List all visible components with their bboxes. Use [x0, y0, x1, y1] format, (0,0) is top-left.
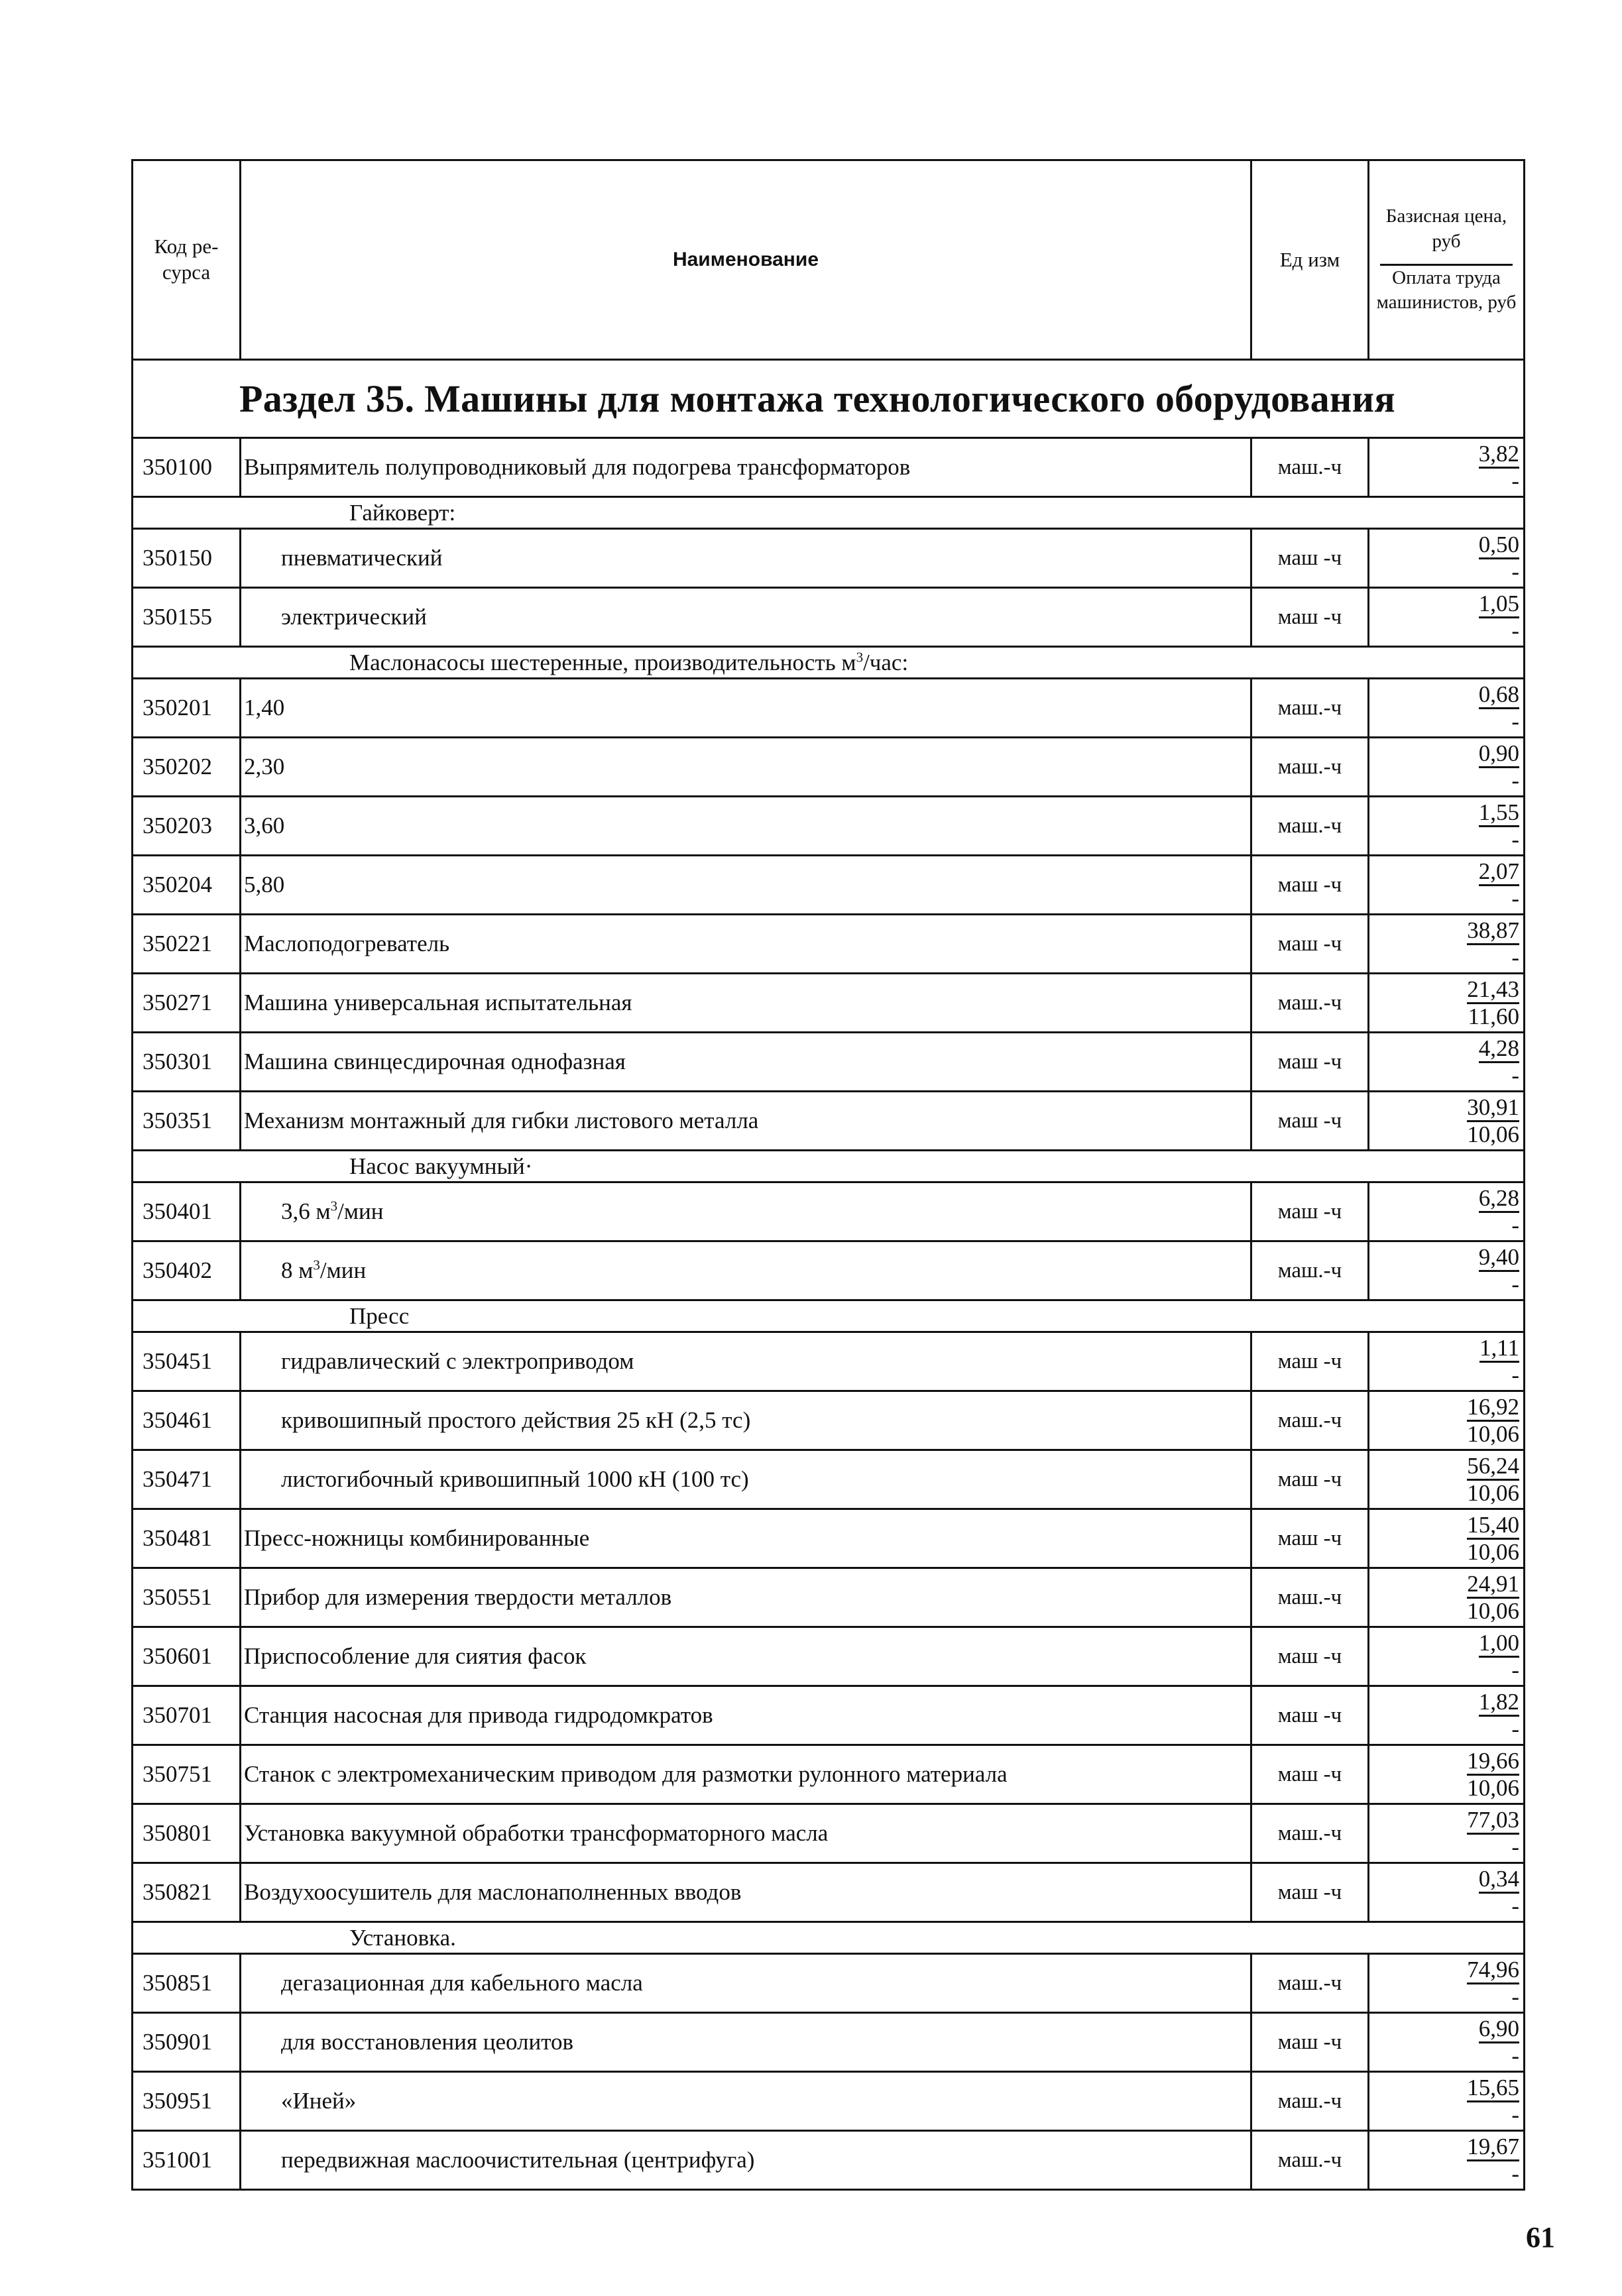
unit-of-measure: маш -ч: [1251, 915, 1369, 974]
table-row: [133, 1391, 1525, 1450]
resource-name-text: для восстановления цеолитов: [281, 2029, 574, 2055]
base-price: 56,24: [1467, 1454, 1519, 1481]
resource-code: 350271: [133, 974, 241, 1033]
group-label-text: Установка.: [349, 1924, 456, 1951]
labor-cost: -: [1511, 1212, 1519, 1238]
header-code: Код ре-сурса: [133, 160, 241, 360]
group-label-sup: 3: [856, 648, 864, 665]
base-price: 19,67: [1467, 2134, 1519, 2161]
price-cell: [1369, 1627, 1525, 1686]
resource-name: [241, 438, 1251, 497]
resource-name-text: 3,60: [244, 813, 285, 838]
resource-name: [241, 529, 1251, 588]
price-cell: [1369, 915, 1525, 974]
labor-cost: -: [1511, 2101, 1519, 2128]
unit-of-measure: маш.-ч: [1251, 1391, 1369, 1450]
resource-code: 350851: [133, 1954, 241, 2013]
table-row: [133, 438, 1525, 497]
resource-name: [241, 1092, 1251, 1151]
table-row: [133, 1450, 1525, 1509]
resource-code: 350551: [133, 1568, 241, 1627]
base-price: 24,91: [1467, 1572, 1519, 1599]
labor-cost: -: [1511, 617, 1519, 644]
resource-name: [241, 1332, 1251, 1391]
labor-cost: -: [1511, 1892, 1519, 1919]
resource-name-text: «Иней»: [281, 2088, 357, 2114]
base-price: 15,40: [1467, 1513, 1519, 1540]
header-name: Наименование: [241, 160, 1251, 360]
price-cell: [1369, 1241, 1525, 1300]
resource-name: [241, 2013, 1251, 2072]
group-label: [241, 497, 1525, 529]
group-label-text: Маслонасосы шестеренные, производительность м: [349, 649, 856, 675]
price-table-sheet: [131, 159, 1523, 2191]
resource-name: [241, 1182, 1251, 1241]
resource-code: 350201: [133, 679, 241, 738]
group-header-row: [133, 1922, 1525, 1954]
unit-of-measure: маш.-ч: [1251, 974, 1369, 1033]
resource-name-text: гидравлический с электроприводом: [281, 1348, 634, 1374]
labor-cost: 10,06: [1467, 1597, 1519, 1624]
header-price-labor: Оплата труда машинистов, руб: [1376, 266, 1517, 314]
table-row: [133, 1332, 1525, 1391]
resource-code: 350203: [133, 797, 241, 856]
table-row: [133, 1745, 1525, 1804]
resource-name-suffix: /мин: [319, 1257, 367, 1283]
price-cell: [1369, 738, 1525, 797]
table-row: [133, 1804, 1525, 1863]
resource-code: 350351: [133, 1092, 241, 1151]
resource-name-text: 8 м: [281, 1257, 314, 1283]
labor-cost: -: [1511, 558, 1519, 585]
resource-name-text: 1,40: [244, 695, 285, 720]
resource-name: [241, 1033, 1251, 1092]
group-label: [241, 647, 1525, 679]
group-label: [241, 1922, 1525, 1954]
resource-code: 350481: [133, 1509, 241, 1568]
table-row: [133, 679, 1525, 738]
resource-name: [241, 1686, 1251, 1745]
unit-of-measure: маш -ч: [1251, 1450, 1369, 1509]
price-cell: [1369, 856, 1525, 915]
table-row: [133, 1568, 1525, 1627]
resource-name: [241, 915, 1251, 974]
resource-name-text: Станок с электромеханическим приводом для размотки рулонного материала: [244, 1761, 1008, 1787]
resource-code: 350204: [133, 856, 241, 915]
resource-name-text: Машина универсальная испытательная: [244, 990, 632, 1015]
resource-code: 350901: [133, 2013, 241, 2072]
table-row: [133, 915, 1525, 974]
resource-name-text: дегазационная для кабельного масла: [281, 1970, 643, 1996]
group-header-row: [133, 1300, 1525, 1332]
base-price: 16,92: [1467, 1395, 1519, 1422]
resource-code: 350461: [133, 1391, 241, 1450]
labor-cost: -: [1511, 467, 1519, 494]
table-row: [133, 588, 1525, 647]
group-code-cell: [133, 1300, 241, 1332]
unit-of-measure: маш -ч: [1251, 1863, 1369, 1922]
table-row: [133, 1954, 1525, 2013]
labor-cost: 10,06: [1467, 1774, 1519, 1801]
base-price: 74,96: [1467, 1957, 1519, 1984]
table-row: [133, 797, 1525, 856]
unit-of-measure: маш.-ч: [1251, 2131, 1369, 2190]
price-cell: [1369, 1686, 1525, 1745]
base-price: 0,34: [1479, 1866, 1519, 1894]
resource-name-text: передвижная маслоочистительная (центрифуга): [281, 2147, 755, 2173]
labor-cost: -: [1511, 944, 1519, 970]
price-cell: [1369, 2013, 1525, 2072]
resource-code: 350155: [133, 588, 241, 647]
base-price: 9,40: [1479, 1245, 1519, 1272]
resource-name-text: Машина свинцесдирочная однофазная: [244, 1049, 626, 1074]
resource-code: 350601: [133, 1627, 241, 1686]
unit-of-measure: маш -ч: [1251, 1182, 1369, 1241]
price-cell: [1369, 2131, 1525, 2190]
resource-name-text: 2,30: [244, 754, 285, 779]
resource-name: [241, 797, 1251, 856]
header-price-divider: [1380, 264, 1513, 266]
resource-name-text: 5,80: [244, 872, 285, 897]
table-row: [133, 974, 1525, 1033]
labor-cost: -: [1511, 826, 1519, 852]
resource-code: 350451: [133, 1332, 241, 1391]
resource-code: 350751: [133, 1745, 241, 1804]
group-label: [241, 1300, 1525, 1332]
resource-name-text: Маслоподогреватель: [244, 931, 450, 956]
labor-cost: 10,06: [1467, 1420, 1519, 1447]
unit-of-measure: маш.-ч: [1251, 438, 1369, 497]
section-row: [133, 360, 1525, 438]
base-price: 3,82: [1479, 441, 1519, 469]
table-row: [133, 1182, 1525, 1241]
group-header-row: [133, 1151, 1525, 1182]
price-cell: [1369, 1863, 1525, 1922]
resource-name-suffix: /мин: [337, 1198, 384, 1224]
labor-cost: 11,60: [1468, 1003, 1519, 1029]
unit-of-measure: маш -ч: [1251, 1332, 1369, 1391]
resource-name: [241, 1391, 1251, 1450]
labor-cost: -: [1511, 1715, 1519, 1742]
group-label-text: Гайковерт:: [349, 499, 456, 526]
resource-name: [241, 679, 1251, 738]
resource-name-text: Воздухоосушитель для маслонаполненных вводов: [244, 1879, 742, 1905]
price-cell: [1369, 1568, 1525, 1627]
resource-code: 350221: [133, 915, 241, 974]
base-price: 30,91: [1467, 1095, 1519, 1122]
resource-code: 351001: [133, 2131, 241, 2190]
base-price: 0,50: [1479, 532, 1519, 559]
unit-of-measure: маш.-ч: [1251, 1954, 1369, 2013]
labor-cost: -: [1511, 708, 1519, 734]
price-cell: [1369, 1182, 1525, 1241]
base-price: 21,43: [1467, 977, 1519, 1004]
table-row: [133, 2072, 1525, 2131]
base-price: 4,28: [1479, 1036, 1519, 1063]
group-label-text: Пресс: [349, 1302, 410, 1329]
group-header-row: [133, 497, 1525, 529]
unit-of-measure: маш -ч: [1251, 529, 1369, 588]
price-cell: [1369, 1391, 1525, 1450]
labor-cost: 10,06: [1467, 1538, 1519, 1565]
header-price: [1369, 160, 1525, 360]
resource-name: [241, 856, 1251, 915]
labor-cost: -: [1511, 767, 1519, 793]
resource-code: 350100: [133, 438, 241, 497]
table-row: [133, 2013, 1525, 2072]
table-row: [133, 1509, 1525, 1568]
price-cell: [1369, 1092, 1525, 1151]
resource-name: [241, 2072, 1251, 2131]
labor-cost: -: [1511, 1833, 1519, 1860]
base-price: 77,03: [1467, 1808, 1519, 1835]
resource-name-text: Приспособление для сиятия фасок: [244, 1643, 587, 1669]
labor-cost: -: [1511, 1062, 1519, 1088]
base-price: 1,55: [1479, 800, 1519, 827]
unit-of-measure: маш.-ч: [1251, 1568, 1369, 1627]
base-price: 6,28: [1479, 1186, 1519, 1213]
resource-name: [241, 588, 1251, 647]
table-row: [133, 1627, 1525, 1686]
base-price: 0,90: [1479, 741, 1519, 768]
labor-cost: -: [1511, 885, 1519, 911]
resource-name: [241, 2131, 1251, 2190]
resource-name-text: пневматический: [281, 545, 443, 571]
resource-name-text: электрический: [281, 604, 427, 630]
unit-of-measure: маш -ч: [1251, 2013, 1369, 2072]
unit-of-measure: маш.-ч: [1251, 2072, 1369, 2131]
labor-cost: 10,06: [1467, 1121, 1519, 1147]
labor-cost: 10,06: [1467, 1479, 1519, 1506]
price-cell: [1369, 438, 1525, 497]
resource-name-sup: 3: [330, 1198, 338, 1214]
price-cell: [1369, 1509, 1525, 1568]
unit-of-measure: маш -ч: [1251, 1033, 1369, 1092]
group-header-row: [133, 647, 1525, 679]
resource-name-text: Выпрямитель полупроводниковый для подогрева трансформаторов: [244, 454, 911, 480]
labor-cost: -: [1511, 2160, 1519, 2187]
resource-name-text: Установка вакуумной обработки трансформаторного масла: [244, 1820, 829, 1846]
resource-code: 350821: [133, 1863, 241, 1922]
unit-of-measure: маш -ч: [1251, 1092, 1369, 1151]
resource-name-sup: 3: [313, 1257, 320, 1273]
unit-of-measure: маш.-ч: [1251, 1804, 1369, 1863]
resource-name: [241, 1804, 1251, 1863]
resource-name-text: кривошипный простого действия 25 кН (2,5 тс): [281, 1407, 751, 1433]
resource-name: [241, 974, 1251, 1033]
table-row: [133, 1241, 1525, 1300]
labor-cost: -: [1511, 1983, 1519, 2010]
unit-of-measure: маш -ч: [1251, 1509, 1369, 1568]
resource-code: 350401: [133, 1182, 241, 1241]
unit-of-measure: маш -ч: [1251, 1627, 1369, 1686]
unit-of-measure: маш.-ч: [1251, 738, 1369, 797]
base-price: 2,07: [1479, 859, 1519, 886]
group-code-cell: [133, 647, 241, 679]
resource-name: [241, 1568, 1251, 1627]
table-row: [133, 1033, 1525, 1092]
resource-name: [241, 1509, 1251, 1568]
unit-of-measure: маш.-ч: [1251, 679, 1369, 738]
unit-of-measure: маш -ч: [1251, 1745, 1369, 1804]
resource-code: 350202: [133, 738, 241, 797]
price-cell: [1369, 1450, 1525, 1509]
group-code-cell: [133, 1151, 241, 1182]
unit-of-measure: маш -ч: [1251, 588, 1369, 647]
labor-cost: -: [1511, 1656, 1519, 1683]
resource-name: [241, 1627, 1251, 1686]
resource-code: 350402: [133, 1241, 241, 1300]
group-label-text: Насос вакуумный·: [349, 1153, 533, 1179]
labor-cost: -: [1511, 1361, 1519, 1388]
group-code-cell: [133, 1922, 241, 1954]
base-price: 15,65: [1467, 2075, 1519, 2102]
price-cell: [1369, 529, 1525, 588]
base-price: 0,68: [1479, 682, 1519, 709]
base-price: 1,05: [1479, 591, 1519, 618]
unit-of-measure: маш.-ч: [1251, 1241, 1369, 1300]
machine-price-table: [131, 159, 1525, 2191]
group-label-suffix: /час:: [863, 649, 909, 675]
table-header-row: [133, 160, 1525, 360]
resource-name: [241, 1954, 1251, 2013]
price-cell: [1369, 1745, 1525, 1804]
unit-of-measure: маш -ч: [1251, 856, 1369, 915]
price-cell: [1369, 2072, 1525, 2131]
resource-code: 350301: [133, 1033, 241, 1092]
resource-name: [241, 1863, 1251, 1922]
resource-name: [241, 1745, 1251, 1804]
price-cell: [1369, 1332, 1525, 1391]
unit-of-measure: маш -ч: [1251, 1686, 1369, 1745]
table-row: [133, 856, 1525, 915]
table-row: [133, 738, 1525, 797]
price-cell: [1369, 588, 1525, 647]
base-price: 19,66: [1467, 1749, 1519, 1776]
price-cell: [1369, 1033, 1525, 1092]
labor-cost: -: [1511, 2042, 1519, 2069]
resource-code: 350471: [133, 1450, 241, 1509]
resource-name-text: Механизм монтажный для гибки листового металла: [244, 1108, 759, 1133]
resource-name-text: Станция насосная для привода гидродомкратов: [244, 1702, 713, 1728]
header-price-base: Базисная цена, руб: [1385, 205, 1507, 252]
resource-code: 350150: [133, 529, 241, 588]
resource-code: 350951: [133, 2072, 241, 2131]
unit-of-measure: маш.-ч: [1251, 797, 1369, 856]
price-cell: [1369, 974, 1525, 1033]
group-code-cell: [133, 497, 241, 529]
price-cell: [1369, 797, 1525, 856]
page-number: 61: [1526, 2221, 1555, 2254]
resource-code: 350701: [133, 1686, 241, 1745]
price-cell: [1369, 679, 1525, 738]
section-title: Раздел 35. Машины для монтажа технологического оборудования: [133, 360, 1525, 438]
resource-name: [241, 738, 1251, 797]
base-price: 1,11: [1479, 1336, 1519, 1363]
table-row: [133, 1686, 1525, 1745]
resource-name-text: Прибор для измерения твердости металлов: [244, 1584, 672, 1610]
resource-name-text: Пресс-ножницы комбинированные: [244, 1525, 590, 1551]
table-row: [133, 1863, 1525, 1922]
table-row: [133, 2131, 1525, 2190]
resource-name-text: 3,6 м: [281, 1198, 331, 1224]
header-unit: Ед изм: [1251, 160, 1369, 360]
group-label: [241, 1151, 1525, 1182]
resource-name: [241, 1241, 1251, 1300]
table-row: [133, 529, 1525, 588]
labor-cost: -: [1511, 1271, 1519, 1297]
price-cell: [1369, 1954, 1525, 2013]
base-price: 1,00: [1479, 1631, 1519, 1658]
base-price: 38,87: [1467, 918, 1519, 945]
resource-code: 350801: [133, 1804, 241, 1863]
table-row: [133, 1092, 1525, 1151]
resource-name-text: листогибочный кривошипный 1000 кН (100 тс): [281, 1466, 749, 1492]
base-price: 1,82: [1479, 1690, 1519, 1717]
base-price: 6,90: [1479, 2016, 1519, 2043]
price-cell: [1369, 1804, 1525, 1863]
resource-name: [241, 1450, 1251, 1509]
